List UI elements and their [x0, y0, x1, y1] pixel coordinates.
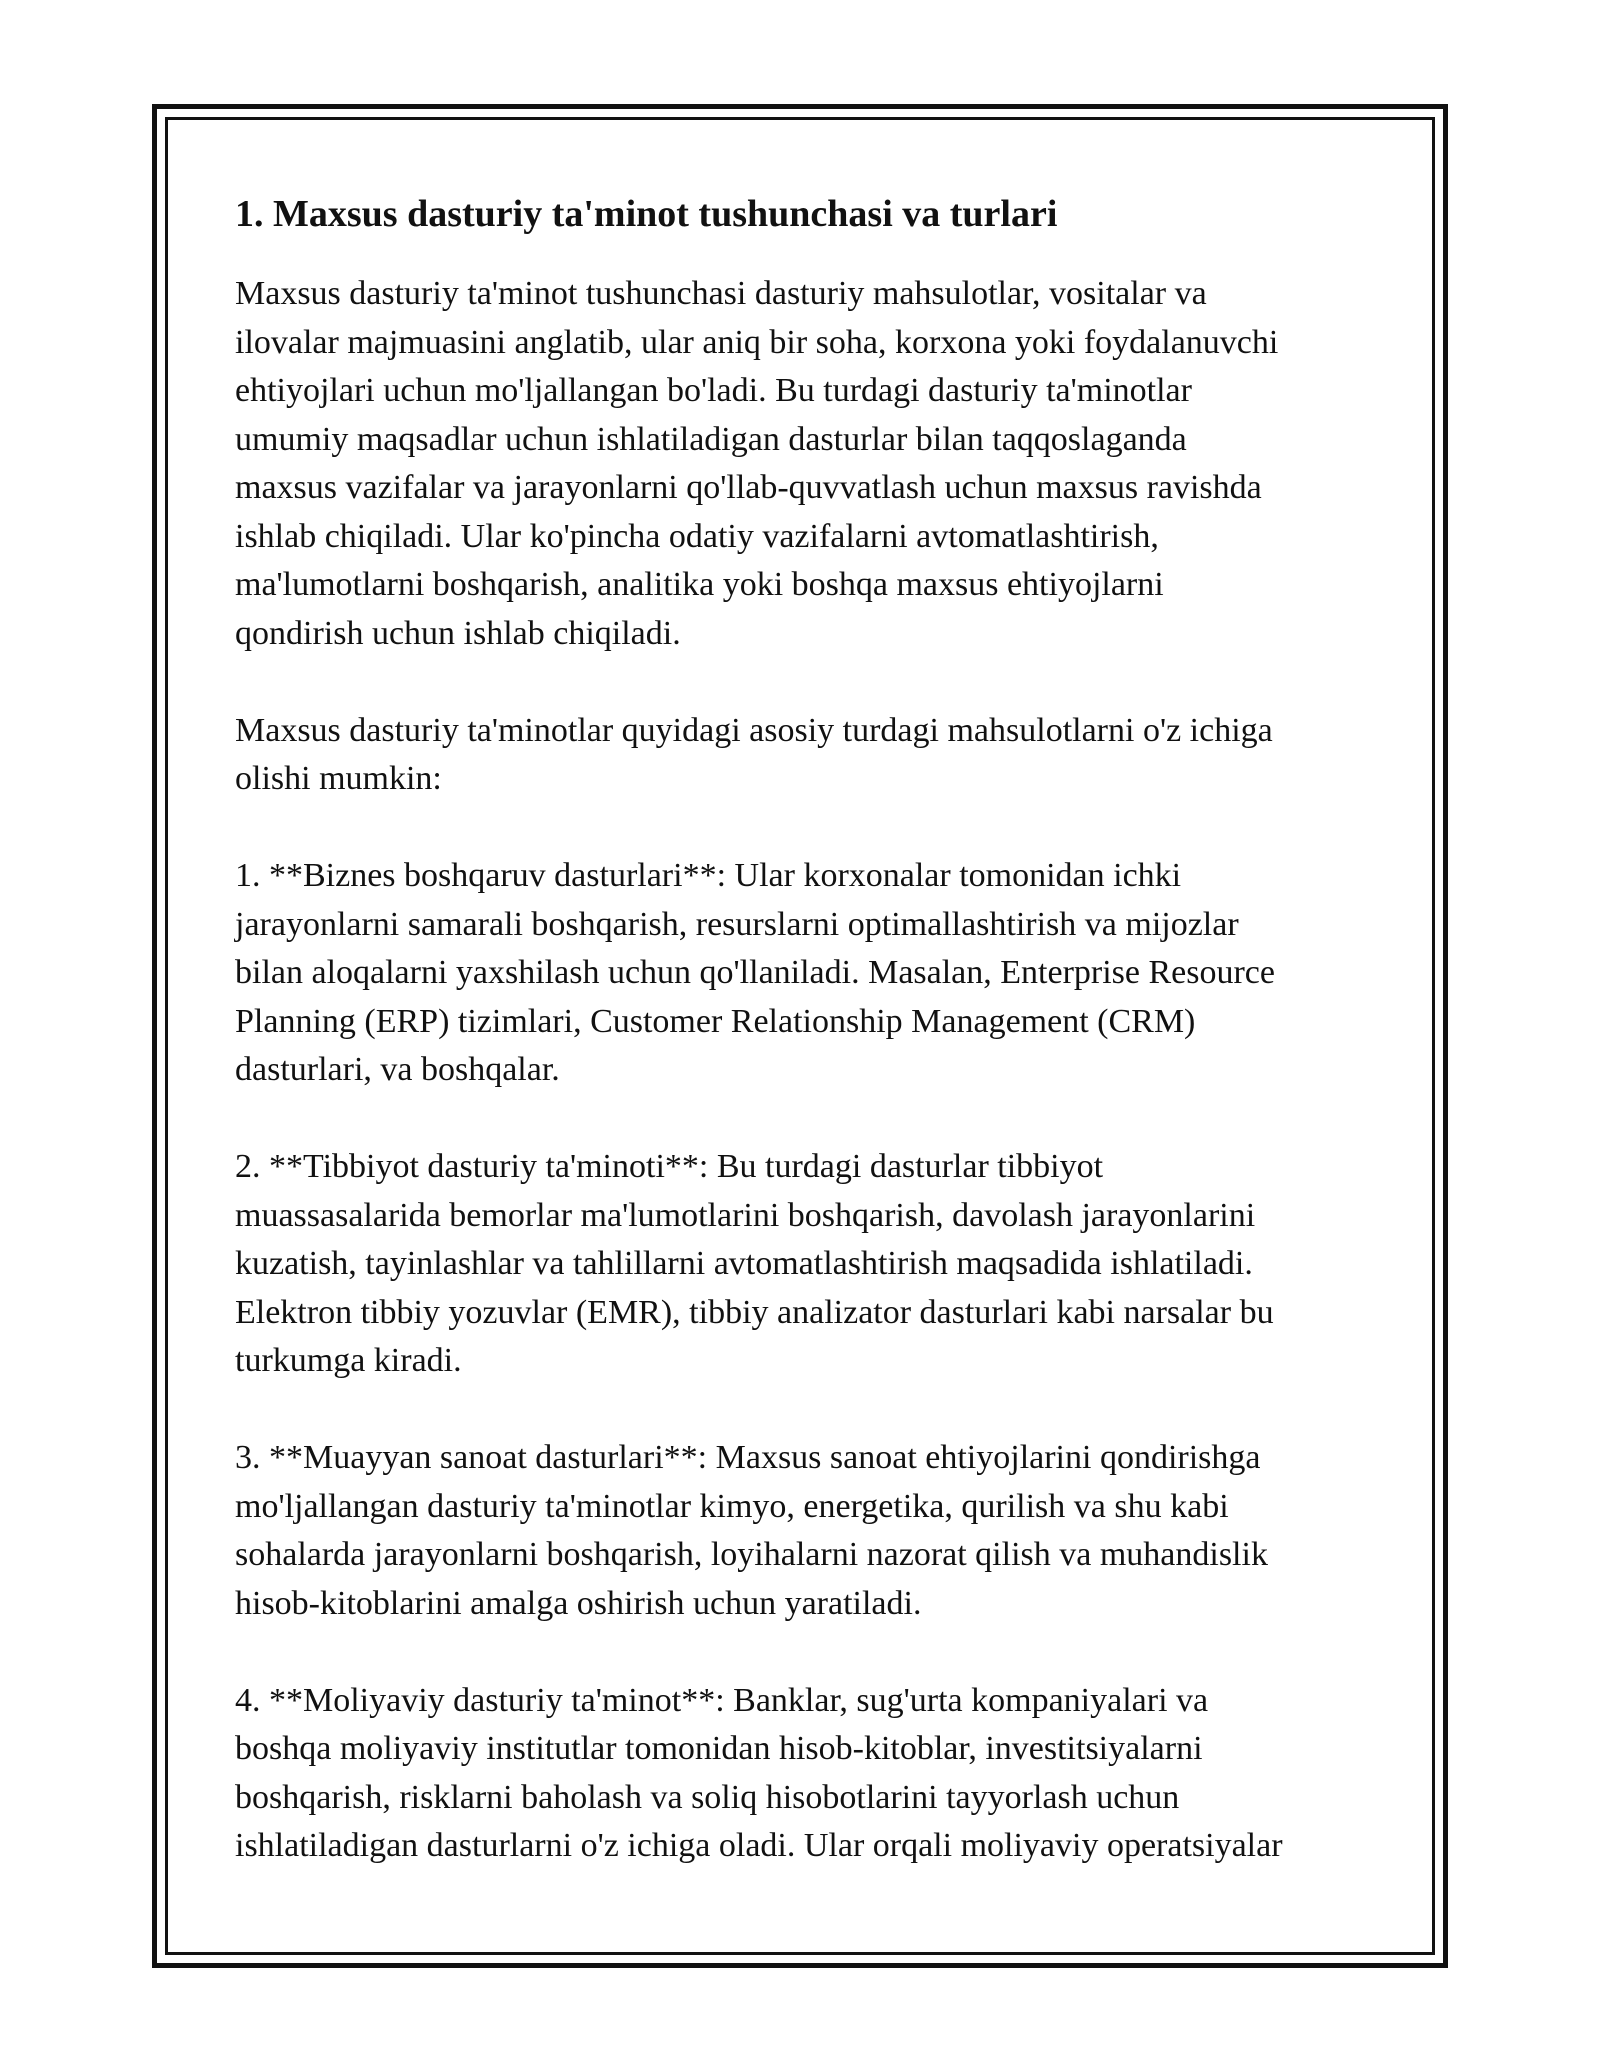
list-item-industry: 3. **Muayyan sanoat dasturlari**: Maxsus sanoat ehtiyojlarini qondirishga mo'ljallangan dasturiy ta'minotlar kimyo, energetika, qurilish va shu kabi sohalarda jarayonlarni boshqarish, loyihalarni nazorat qilish va muhandislik hisob-kitoblarini amalga oshirish uchun yaratiladi. [235, 1439, 1268, 1622]
paragraph-spacer [235, 1095, 1370, 1144]
paragraph-spacer [235, 804, 1370, 853]
document-body [235, 186, 1370, 1871]
paragraph-spacer [235, 1386, 1370, 1435]
list-item-medical: 2. **Tibbiyot dasturiy ta'minoti**: Bu turdagi dasturlar tibbiyot muassasalarida bemorlar ma'lumotlarini boshqarish, davolash jarayonlarini kuzatish, tayinlashlar va tahlillarni avtomatlashtirish maqsadida ishlatiladi. Elektron tibbiy yozuvlar (EMR), tibbiy analizator dasturlari kabi narsalar bu turkumga kiradi. [235, 1148, 1274, 1379]
list-item-finance: 4. **Moliyaviy dasturiy ta'minot**: Banklar, sug'urta kompaniyalari va boshqa moliyaviy institutlar tomonidan hisob-kitoblar, investitsiyalarni boshqarish, risklarni baholash va soliq hisobotlarini tayyorlash uchun ishlatiladigan dasturlarni o'z ichiga oladi. Ular orqali moliyaviy operatsiyalar [235, 1681, 1283, 1864]
paragraph-spacer [235, 1628, 1370, 1677]
paragraph-spacer [235, 658, 1370, 707]
paragraph-types-lead: Maxsus dasturiy ta'minotlar quyidagi asosiy turdagi mahsulotlarni o'z ichiga olishi mumkin: [235, 711, 1273, 797]
paragraph-intro: Maxsus dasturiy ta'minot tushunchasi dasturiy mahsulotlar, vositalar va ilovalar majmuasini anglatib, ular aniq bir soha, korxona yoki foydalanuvchi ehtiyojlari uchun mo'ljallangan bo'ladi. Bu turdagi dasturiy ta'minotlar umumiy maqsadlar uchun ishlatiladigan dasturlar bilan taqqoslaganda maxsus vazifalar va jarayonlarni qo'llab-quvvatlash uchun maxsus ravishda ishlab chiqiladi. Ular ko'pincha odatiy vazifalarni avtomatlashtirish, ma'lumotlarni boshqarish, analitika yoki boshqa maxsus ehtiyojlarni qondirish uchun ishlab chiqiladi. [235, 275, 1279, 652]
section-heading: 1. Maxsus dasturiy ta'minot tushunchasi va turlari [235, 193, 1058, 235]
list-item-business: 1. **Biznes boshqaruv dasturlari**: Ular korxonalar tomonidan ichki jarayonlarni samarali boshqarish, resurslarni optimallashtirish va mijozlar bilan aloqalarni yaxshilash uchun qo'llaniladi. Masalan, Enterprise Resource Planning (ERP) tizimlari, Customer Relationship Management (CRM) dasturlari, va boshqalar. [235, 857, 1275, 1088]
